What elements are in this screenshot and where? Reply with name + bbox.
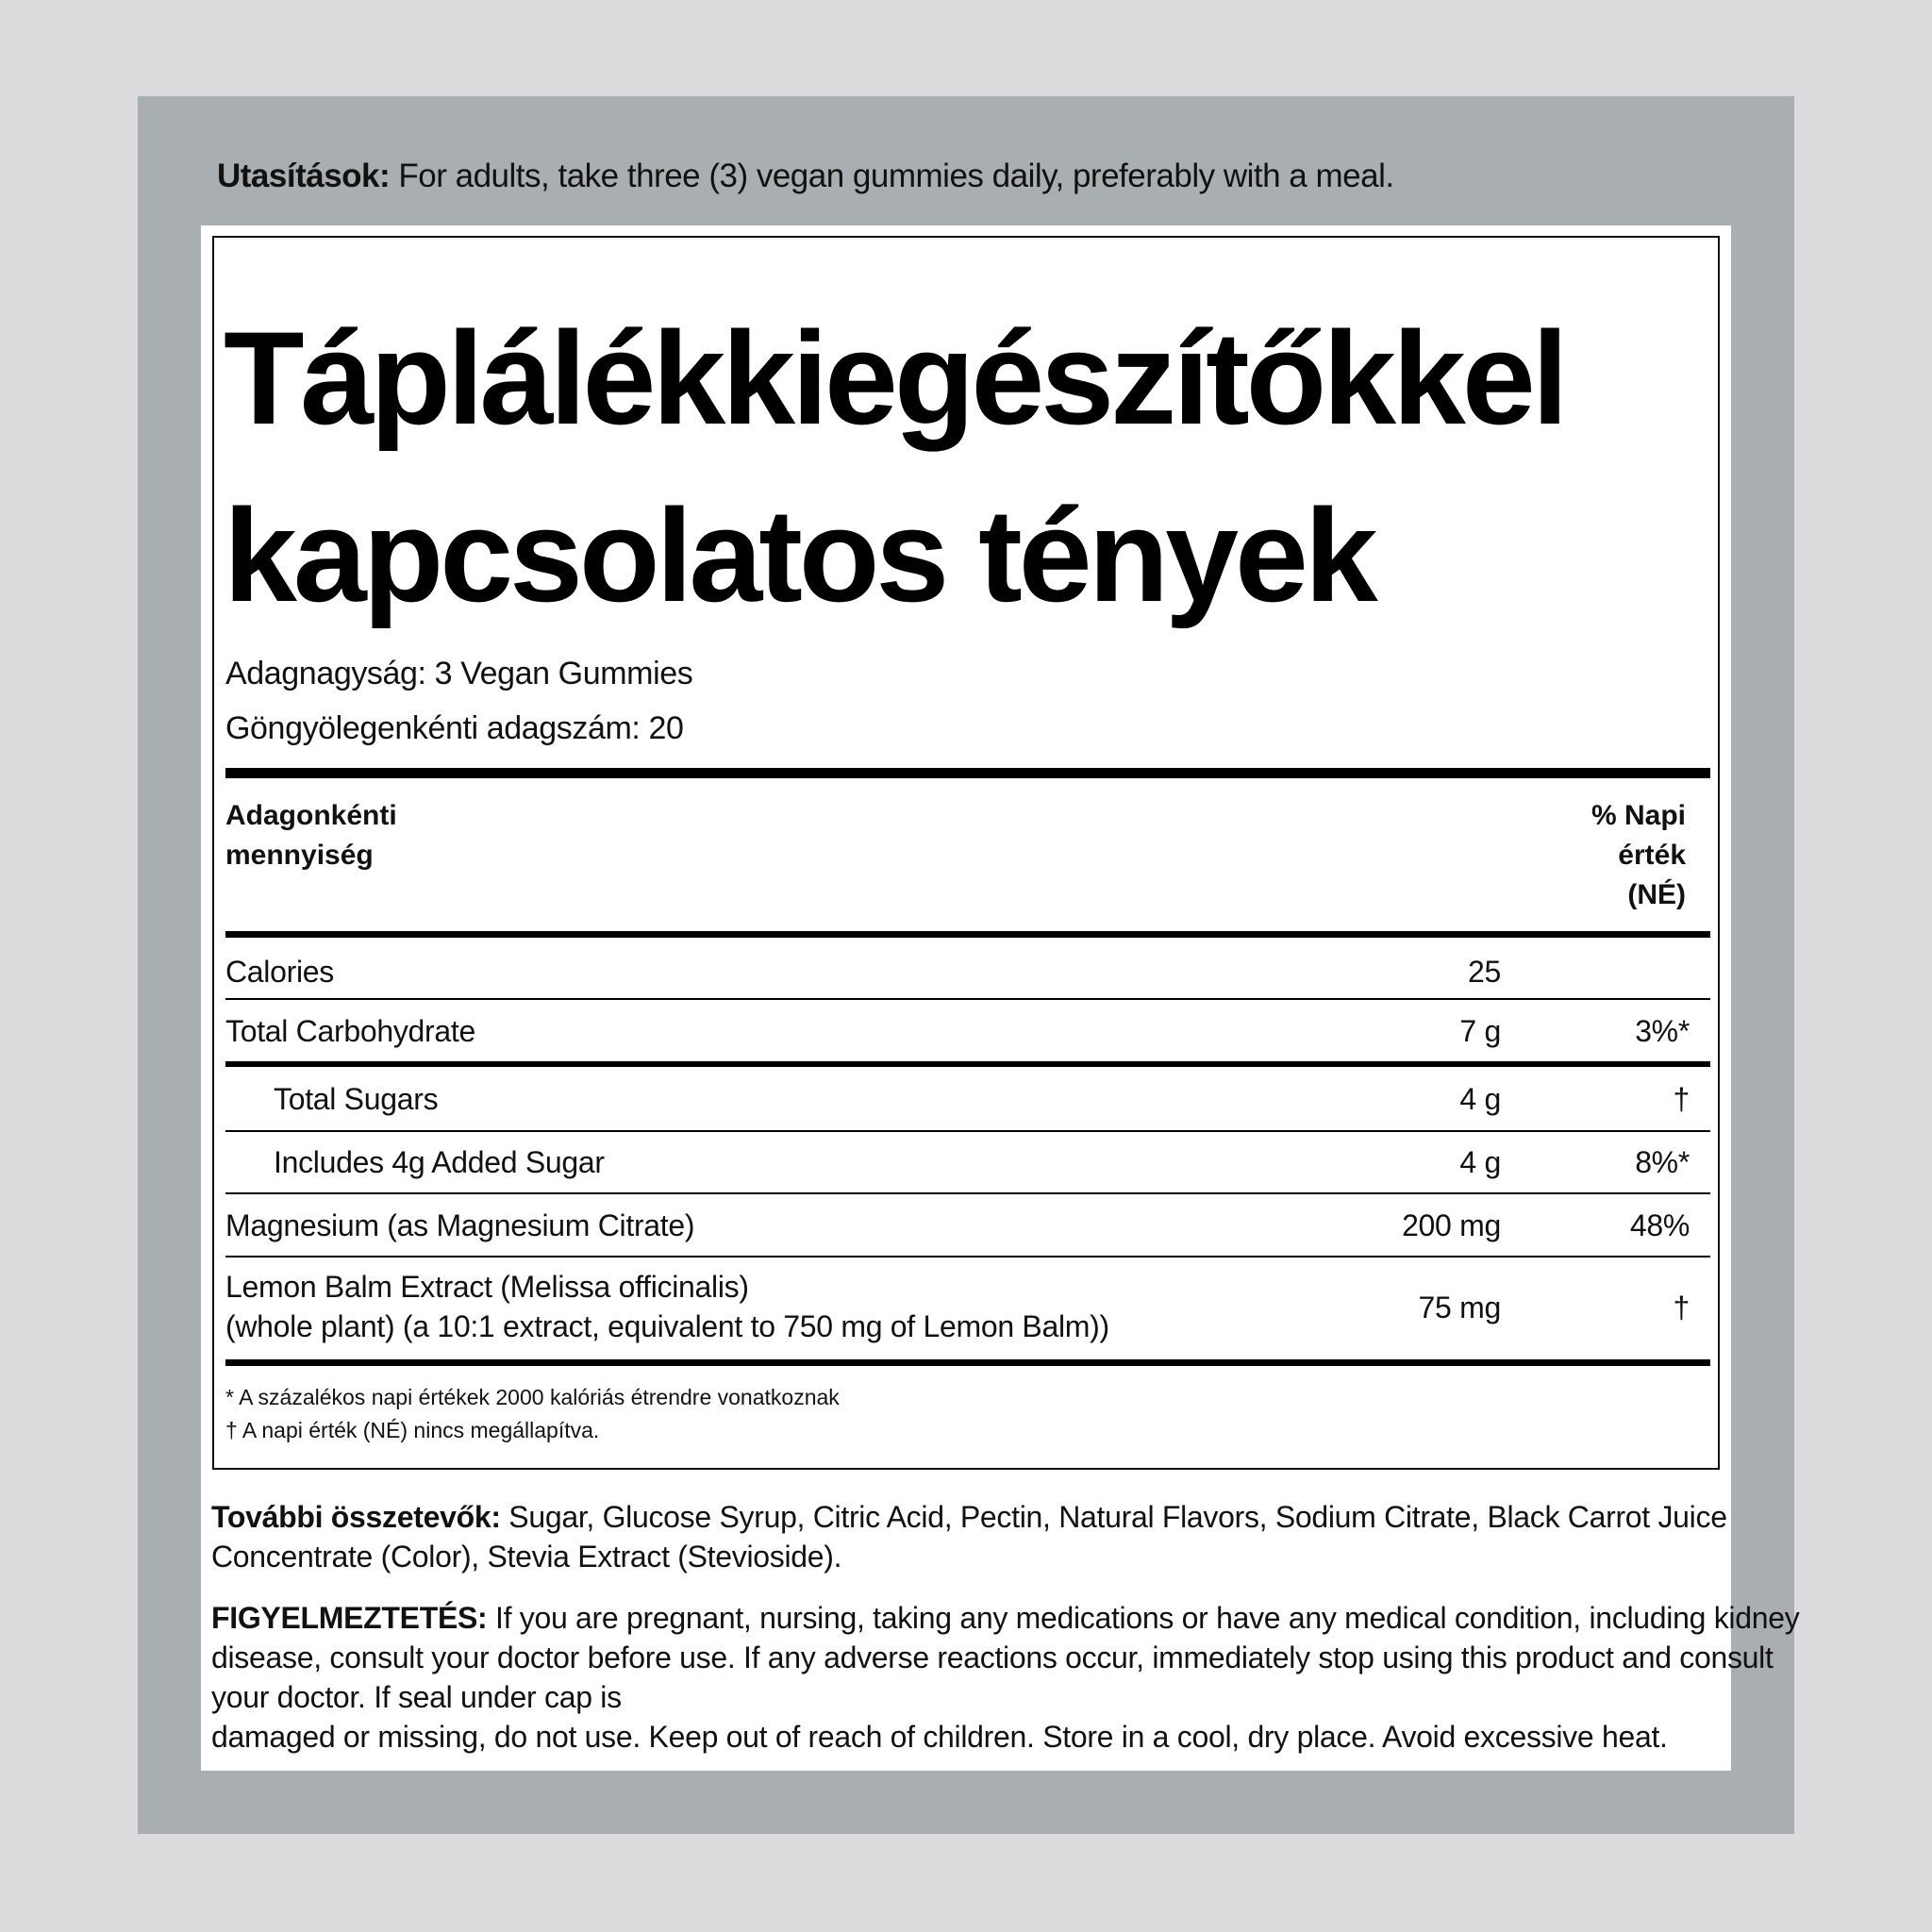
row-amount: 75 mg <box>1418 1291 1501 1324</box>
other-ingredients-line1: Sugar, Glucose Syrup, Citric Acid, Pectin, Natural Flavors, Sodium Citrate, Black Carrot Juice <box>500 1500 1727 1534</box>
thick-divider-header <box>225 931 1710 938</box>
supplement-facts-box <box>212 236 1720 1470</box>
thick-divider-bottom <box>225 1359 1710 1366</box>
directions-text: For adults, take three (3) vegan gummies daily, preferably with a meal. <box>390 158 1394 194</box>
header-left-line1: Adagonkénti <box>225 800 397 831</box>
row-name: Calories <box>225 955 334 989</box>
other-ingredients <box>211 1497 1727 1576</box>
row-amount: 7 g <box>1459 1014 1501 1048</box>
facts-title-line1: Táplálékkiegészítőkkel <box>224 304 1565 452</box>
row-name: Total Carbohydrate <box>225 1014 475 1048</box>
thick-divider-top <box>225 768 1710 778</box>
warning-line3: your doctor. If seal under cap is <box>211 1680 622 1714</box>
warning <box>211 1598 1800 1757</box>
row-dv: † <box>1673 1291 1690 1324</box>
directions-label: Utasítások: <box>217 158 391 194</box>
row-name-line2: (whole plant) (a 10:1 extract, equivalent to 750 mg of Lemon Balm)) <box>225 1309 1109 1343</box>
serving-size: Adagnagyság: 3 Vegan Gummies <box>225 656 693 691</box>
row-amount: 25 <box>1468 955 1501 989</box>
row-dv: † <box>1673 1082 1690 1116</box>
directions <box>217 156 1394 197</box>
header-right-line3: (NÉ) <box>1627 879 1686 910</box>
facts-title <box>224 290 1720 644</box>
row-divider <box>225 998 1710 1000</box>
amount-per-serving-header <box>225 796 397 875</box>
facts-title-line2: kapcsolatos tények <box>224 481 1374 629</box>
footnote-not-established: † A napi érték (NÉ) nincs megállapítva. <box>225 1418 600 1442</box>
row-dv: 48% <box>1629 1208 1690 1242</box>
row-dv: 3%* <box>1635 1014 1690 1048</box>
row-divider-thick <box>225 1061 1710 1067</box>
other-ingredients-label: További összetevők: <box>211 1500 501 1534</box>
other-ingredients-line2: Concentrate (Color), Stevia Extract (Stevioside). <box>211 1540 842 1574</box>
footnote-daily-value: * A százalékos napi értékek 2000 kalóriás étrendre vonatkoznak <box>225 1385 840 1409</box>
warning-label: FIGYELMEZTETÉS: <box>211 1601 488 1635</box>
warning-line1: If you are pregnant, nursing, taking any medications or have any medical condition, including kidney <box>487 1601 1800 1635</box>
table-row-total-carbohydrate <box>225 1002 1710 1060</box>
row-amount: 4 g <box>1459 1082 1501 1116</box>
row-name: Magnesium (as Magnesium Citrate) <box>225 1208 695 1242</box>
table-row-lemon-balm <box>225 1257 1710 1359</box>
header-right-line2: érték <box>1618 840 1686 871</box>
header-left-line2: mennyiség <box>225 840 374 871</box>
daily-value-header <box>1591 796 1686 915</box>
row-dv: 8%* <box>1635 1145 1690 1179</box>
servings-per-container: Göngyölegenkénti adagszám: 20 <box>225 710 684 746</box>
row-amount: 200 mg <box>1402 1208 1501 1242</box>
table-row-calories <box>225 945 1710 998</box>
warning-line2: disease, consult your doctor before use. If any adverse reactions occur, immediately stop using this product and consult <box>211 1641 1774 1674</box>
table-row-total-sugars <box>225 1068 1710 1130</box>
row-amount: 4 g <box>1459 1145 1501 1179</box>
table-row-added-sugar <box>225 1132 1710 1192</box>
warning-line4: damaged or missing, do not use. Keep out of reach of children. Store in a cool, dry place. Avoid excessive heat. <box>211 1720 1668 1754</box>
table-row-magnesium <box>225 1194 1710 1257</box>
row-name-line1: Lemon Balm Extract (Melissa officinalis) <box>225 1270 749 1304</box>
header-right-line1: % Napi <box>1591 800 1686 831</box>
row-name: Includes 4g Added Sugar <box>274 1145 605 1179</box>
row-name: Total Sugars <box>274 1082 439 1116</box>
